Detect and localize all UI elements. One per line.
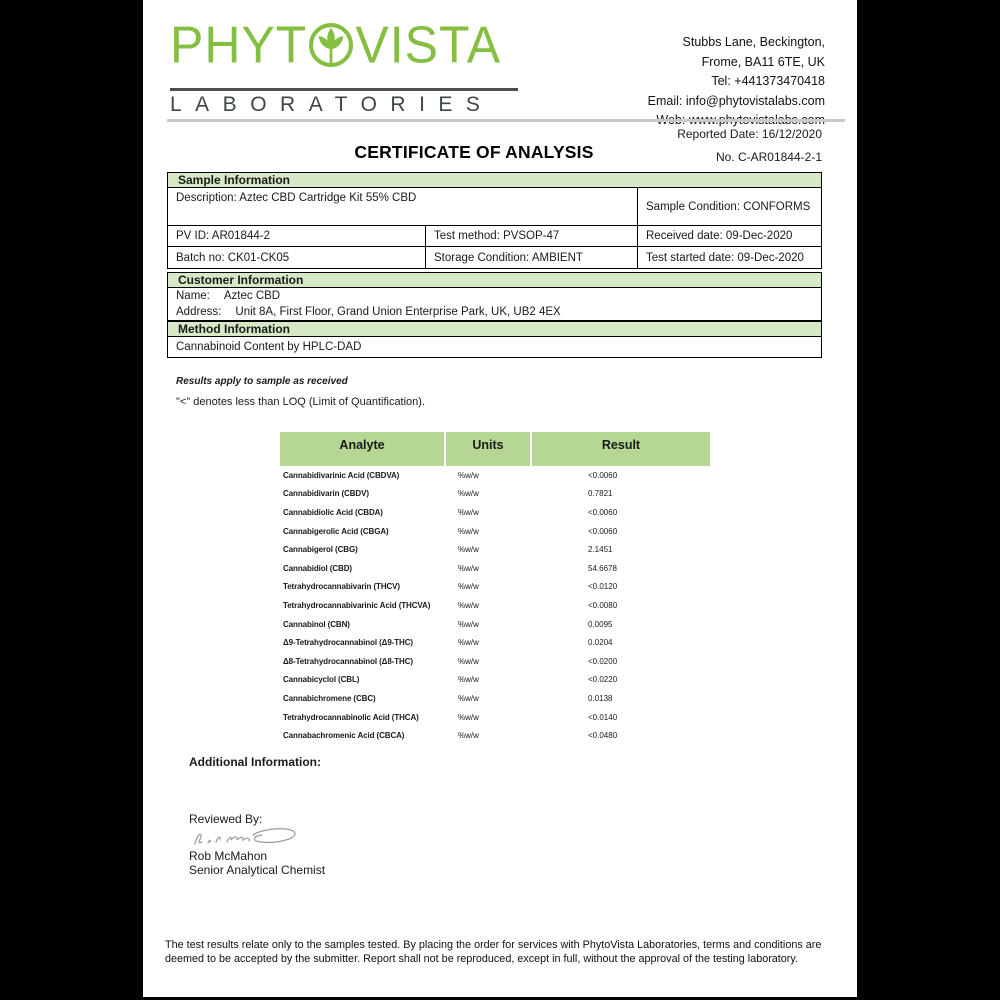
sample-information-header: Sample Information: [167, 172, 822, 188]
results-table-header: [280, 432, 710, 466]
signature-scribble: [189, 824, 309, 850]
logo-wordmark: [170, 16, 522, 74]
analyte-result: <0.0060: [588, 470, 618, 480]
analyte-result: <0.0480: [588, 731, 618, 741]
certificate-number: No. C-AR01844-2-1: [715, 150, 822, 164]
analyte-units: %w/w: [458, 582, 479, 592]
pv-id-cell: PV ID: AR01844-2: [168, 226, 426, 247]
logo-text-vista: VISTA: [355, 15, 502, 75]
results-row: [280, 615, 710, 634]
analyte-result: <0.0220: [588, 675, 618, 685]
received-date-cell: Received date: 09-Dec-2020: [638, 226, 821, 247]
results-note: Results apply to sample as received: [176, 376, 348, 387]
results-row: [280, 503, 710, 522]
customer-address-label: Address:: [176, 306, 222, 318]
analyte-name: Tetrahydrocannabinolic Acid (THCA): [283, 712, 419, 722]
logo-subtitle: LABORATORIES: [170, 93, 494, 116]
loq-note: "<" denotes less than LOQ (Limit of Quantification).: [176, 396, 426, 408]
results-row: [280, 466, 710, 485]
certificate-title: CERTIFICATE OF ANALYSIS: [354, 142, 594, 162]
sample-condition-cell: Sample Condition: CONFORMS: [638, 188, 821, 226]
results-row: [280, 633, 710, 652]
contact-line: Frome, BA11 6TE, UK: [701, 54, 825, 69]
analyte-name: Δ8-Tetrahydrocannabinol (Δ8-THC): [283, 656, 413, 666]
customer-name-value: Aztec CBD: [223, 290, 281, 302]
analyte-name: Cannabinol (CBN): [283, 619, 350, 629]
analyte-column-header: Analyte: [280, 432, 444, 466]
analyte-units: %w/w: [458, 638, 479, 648]
table-row: [168, 247, 821, 268]
analyte-name: Cannabidivarin (CBDV): [283, 489, 369, 499]
logo-text-phyt: PHYT: [170, 15, 308, 75]
analyte-units: %w/w: [458, 489, 479, 499]
results-row: [280, 540, 710, 559]
analyte-units: %w/w: [458, 545, 479, 555]
reviewed-by-label: Reviewed By:: [189, 812, 263, 826]
customer-information-header: Customer Information: [167, 272, 822, 288]
sample-information-table: [167, 188, 822, 269]
customer-name-line: [176, 290, 813, 302]
results-row: [280, 726, 710, 745]
analyte-name: Cannabigerolic Acid (CBGA): [283, 526, 389, 536]
analyte-name: Cannabichromene (CBC): [283, 693, 376, 703]
results-table: [280, 432, 710, 745]
analyte-result: <0.0060: [588, 507, 618, 517]
footer-disclaimer: [165, 939, 841, 966]
analyte-result: <0.0060: [588, 526, 618, 536]
analyte-name: Tetrahydrocannabivarinic Acid (THCVA): [283, 600, 431, 610]
analyte-units: %w/w: [458, 731, 479, 741]
results-row: [280, 708, 710, 727]
sample-description-cell: Description: Aztec CBD Cartridge Kit 55% CBD: [168, 188, 638, 226]
results-row: [280, 596, 710, 615]
analyte-name: Cannabidiol (CBD): [283, 563, 352, 573]
reported-date: Reported Date: 16/12/2020: [677, 127, 822, 141]
analyte-name: Δ9-Tetrahydrocannabinol (Δ9-THC): [283, 638, 413, 648]
analyte-units: %w/w: [458, 656, 479, 666]
analyte-result: <0.0200: [588, 656, 618, 666]
contact-line: Email: info@phytovistalabs.com: [647, 93, 825, 108]
test-started-date-cell: Test started date: 09-Dec-2020: [646, 251, 804, 264]
contact-line: Stubbs Lane, Beckington,: [682, 35, 825, 49]
lab-contact-block: [648, 33, 825, 131]
customer-address-line: [176, 306, 813, 318]
analyte-units: %w/w: [458, 526, 479, 536]
footer-line-2: deemed to be accepted by the submitter. Report shall not be reproduced, except in full, without the approval of the testing laboratory.: [165, 952, 798, 965]
results-row: [280, 522, 710, 541]
results-table-body: [280, 466, 710, 745]
results-row: [280, 671, 710, 690]
table-row: [168, 226, 821, 247]
analyte-units: %w/w: [458, 470, 479, 480]
footer-line-1: The test results relate only to the samples tested. By placing the order for services with PhytoVista Laboratories, terms and conditions are: [165, 939, 822, 951]
leaf-circle-icon: [308, 21, 354, 71]
analyte-result: 0.0138: [588, 693, 613, 703]
phytovista-logo: [170, 16, 522, 74]
reviewer-title: Senior Analytical Chemist: [189, 863, 326, 877]
analyte-units: %w/w: [458, 563, 479, 573]
analyte-result: 54.6678: [588, 563, 617, 573]
analyte-units: %w/w: [458, 675, 479, 685]
analyte-result: 2.1451: [588, 545, 613, 555]
results-row: [280, 652, 710, 671]
analyte-units: %w/w: [458, 619, 479, 629]
analyte-units: %w/w: [458, 712, 479, 722]
analyte-result: <0.0080: [588, 600, 618, 610]
storage-condition-cell: Storage Condition: AMBIENT: [426, 247, 638, 268]
analyte-result: 0.0095: [588, 619, 613, 629]
results-row: [280, 578, 710, 597]
analyte-units: %w/w: [458, 507, 479, 517]
additional-information-label: Additional Information:: [189, 755, 321, 769]
analyte-name: Cannabachromenic Acid (CBCA): [283, 731, 405, 741]
units-column-header: Units: [446, 432, 530, 466]
analyte-result: <0.0140: [588, 712, 618, 722]
analyte-name: Cannabigerol (CBG): [283, 545, 358, 555]
analyte-result: 0.0204: [588, 638, 613, 648]
analyte-units: %w/w: [458, 600, 479, 610]
customer-name-label: Name:: [176, 290, 210, 302]
analyte-name: Cannabidiolic Acid (CBDA): [283, 507, 383, 517]
header-divider-line: [167, 119, 845, 122]
table-row: [168, 188, 821, 226]
certificate-page: [143, 0, 857, 997]
logo-divider-line: [170, 88, 518, 91]
analyte-name: Cannabicyclol (CBL): [283, 675, 360, 685]
customer-information-box: [167, 288, 822, 321]
analyte-name: Tetrahydrocannabivarin (THCV): [283, 582, 400, 592]
test-method-cell: Test method: PVSOP-47: [426, 226, 638, 247]
results-row: [280, 485, 710, 504]
analyte-result: 0.7821: [588, 489, 613, 499]
analyte-name: Cannabidivarinic Acid (CBDVA): [283, 470, 400, 480]
customer-address-value: Unit 8A, First Floor, Grand Union Enterprise Park, UK, UB2 4EX: [235, 306, 561, 318]
batch-no-cell: Batch no: CK01-CK05: [168, 247, 426, 268]
analyte-units: %w/w: [458, 693, 479, 703]
analyte-result: <0.0120: [588, 582, 618, 592]
result-column-header: Result: [532, 432, 710, 466]
contact-line: Tel: +441373470418: [711, 74, 825, 88]
reviewer-name: Rob McMahon: [189, 849, 268, 863]
method-information-header: Method Information: [167, 321, 822, 337]
results-row: [280, 559, 710, 578]
method-information-box: Cannabinoid Content by HPLC-DAD: [167, 337, 822, 358]
results-row: [280, 689, 710, 708]
